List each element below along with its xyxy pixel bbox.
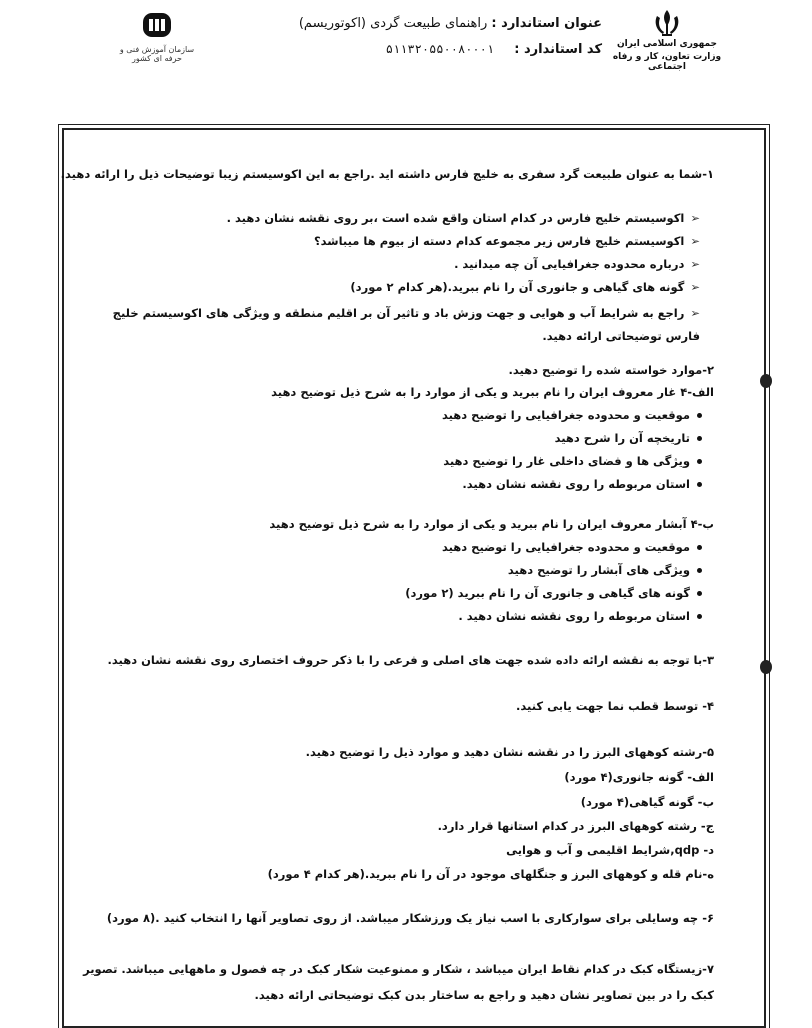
standard-title-label: عنوان استاندارد : xyxy=(491,16,602,31)
bullet-dot-icon xyxy=(697,459,702,464)
q2-b-item: استان مربوطه را روی نقشه نشان دهید . xyxy=(458,608,702,624)
q6-text: ۶- چه وسایلی برای سوارکاری با اسب نیاز یک ورزشکار میباشد. از روی تصاویر آنها را انتخاب کنید .(۸ مورد) xyxy=(106,911,714,925)
q5-item: ب- گونه گیاهی(۴ مورد) xyxy=(580,795,714,809)
organization-logo-icon xyxy=(140,10,174,40)
q2-b-item: موقعیت و محدوده جغرافیایی را توضیح دهید xyxy=(442,539,702,555)
punch-hole xyxy=(760,660,772,674)
iran-emblem-icon xyxy=(651,8,683,38)
content-frame xyxy=(62,128,766,1028)
q3-text: ۳-با توجه به نقشه ارائه داده شده جهت های اصلی و فرعی را با ذکر حروف اختصاری روی نقشه نشان دهید. xyxy=(107,653,714,667)
arrow-bullet-icon: ➢ xyxy=(690,234,700,248)
q2-a-item: تاریخچه آن را شرح دهید xyxy=(555,430,702,446)
ministry-line2: وزارت تعاون، کار و رفاه اجتماعی xyxy=(612,52,722,72)
q5-item: ه-نام قله و کوههای البرز و جنگلهای موجود در آن را نام ببرید.(هر کدام ۴ مورد) xyxy=(267,867,714,881)
q5-item: د- qdp,شرایط اقلیمی و آب و هوایی xyxy=(506,843,714,857)
q7-text: ۷-زیستگاه کبک در کدام نقاط ایران میباشد ، شکار و ممنوعیت شکار کبک در چه فصول و ماههایی میباشد. تصویر کبک را در بین تصاویر نشان دهید و راجع به ساختار بدن کبک توضیحاتی ارائه دهید. xyxy=(83,962,714,1002)
bullet-dot-icon xyxy=(697,614,702,619)
standard-code-row xyxy=(292,42,602,68)
q2-b-item: ویژگی های آبشار را توضیح دهید xyxy=(508,562,702,578)
bullet-dot-icon xyxy=(697,413,702,418)
q5-title: ۵-رشته کوههای البرز را در نقشه نشان دهید و موارد ذیل را توضیح دهید. xyxy=(305,745,714,759)
q2-title: ۲-موارد خواسته شده را توضیح دهید. xyxy=(508,363,714,377)
q2-b-title: ب-۴ آبشار معروف ایران را نام ببرید و یکی از موارد را به شرح ذیل توضیح دهید xyxy=(269,517,714,531)
ministry-block xyxy=(612,8,722,72)
bullet-dot-icon xyxy=(697,482,702,487)
q1-item: ➢اکوسیستم خلیج فارس زیر مجموعه کدام دسته از بیوم ها میباشد؟ xyxy=(313,234,700,248)
organization-caption: سازمان آموزش فنی و حرفه ای کشور xyxy=(119,45,195,63)
q1-item: ➢اکوسیستم خلیج فارس در کدام استان واقع شده است ،بر روی نقشه نشان دهید . xyxy=(226,211,700,225)
arrow-bullet-icon: ➢ xyxy=(690,257,700,271)
q2-a-item: استان مربوطه را روی نقشه نشان دهید. xyxy=(462,476,702,492)
arrow-bullet-icon: ➢ xyxy=(690,306,700,320)
q2-a-item: ویژگی ها و فضای داخلی غار را توضیح دهید xyxy=(443,453,702,469)
punch-hole xyxy=(760,374,772,388)
standard-info xyxy=(292,16,602,68)
q1-item: ➢راجع به شرایط آب و هوایی و جهت وزش باد و تاثیر آن بر اقلیم منطقه و ویژگی های اکوسیستم خلیج فارس توضیحاتی ارائه دهید. xyxy=(112,306,700,343)
organization-logo-block xyxy=(112,10,202,63)
arrow-bullet-icon: ➢ xyxy=(690,280,700,294)
q1-item: ➢گونه های گیاهی و جانوری آن را نام ببرید.(هر کدام ۲ مورد) xyxy=(350,280,700,294)
ministry-line1: جمهوری اسلامی ایران xyxy=(616,39,718,49)
q4-text: ۴- توسط قطب نما جهت یابی کنید. xyxy=(516,699,714,713)
bullet-dot-icon xyxy=(697,591,702,596)
standard-title-row xyxy=(292,16,602,42)
bullet-dot-icon xyxy=(697,545,702,550)
standard-title-value: راهنمای طبیعت گردی (اکوتوریسم) xyxy=(298,16,488,31)
standard-code-label: کد استاندارد : xyxy=(514,42,602,57)
bullet-dot-icon xyxy=(697,436,702,441)
q1-item: ➢درباره محدوده جغرافیایی آن چه میدانید . xyxy=(454,257,700,271)
arrow-bullet-icon: ➢ xyxy=(690,211,700,225)
q2-b-item: گونه های گیاهی و جانوری آن را نام ببرید (۲ مورد) xyxy=(405,585,702,601)
q2-a-title: الف-۴ غار معروف ایران را نام ببرید و یکی از موارد را به شرح ذیل توضیح دهید xyxy=(271,385,714,399)
q1-title: ۱-شما به عنوان طبیعت گرد سفری به خلیج فارس داشته اید .راجع به این اکوسیستم زیبا توضیحات ذیل را ارائه دهید. xyxy=(60,167,714,181)
q2-a-item: موقعیت و محدوده جغرافیایی را توضیح دهید xyxy=(442,407,702,423)
standard-code-value: ۵۱۱۳۲۰۵۵۰۰۸۰۰۰۱ xyxy=(385,42,495,56)
bullet-dot-icon xyxy=(697,568,702,573)
q5-item: الف- گونه جانوری(۴ مورد) xyxy=(564,770,714,784)
q5-item: ج- رشته کوههای البرز در کدام استانها قرار دارد. xyxy=(437,819,714,833)
page-header xyxy=(0,0,812,120)
